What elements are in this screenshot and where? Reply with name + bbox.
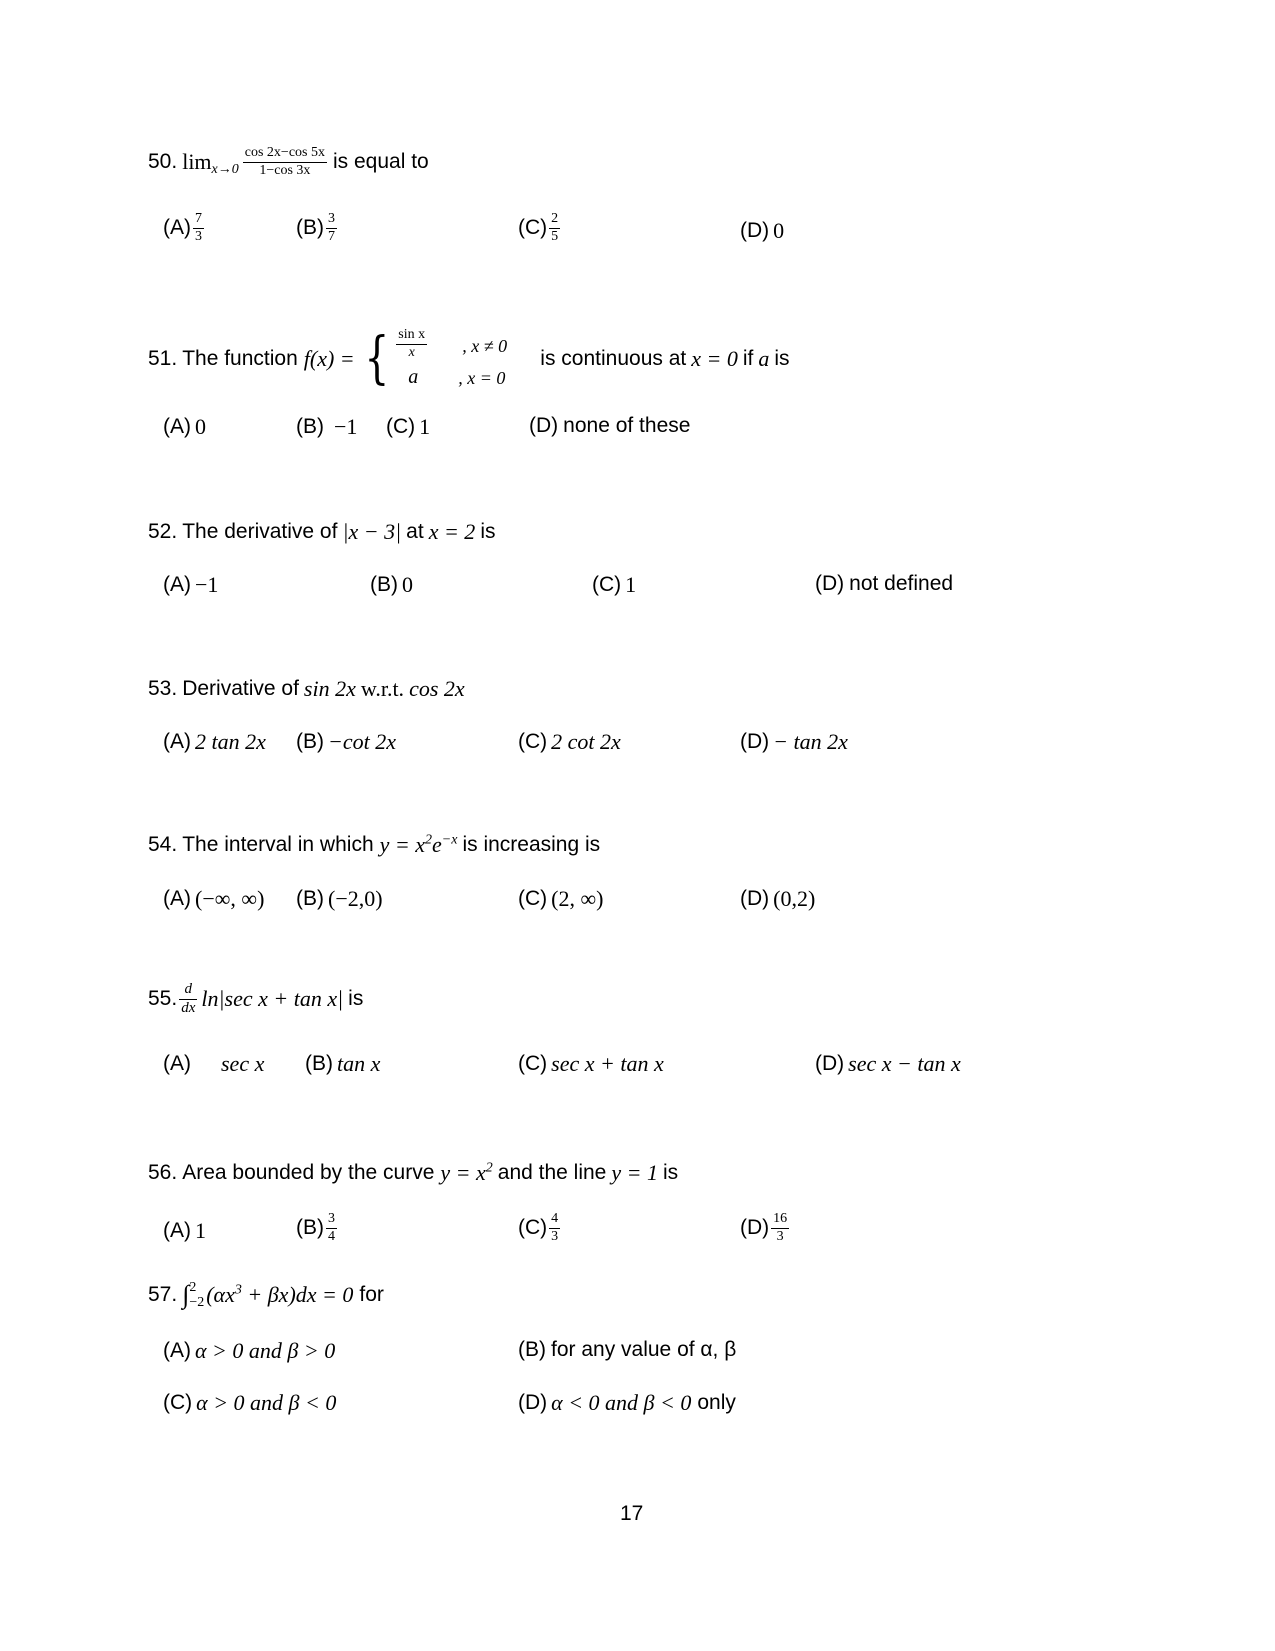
numerator: 3 [326,1212,337,1229]
expr-e: e [432,832,442,857]
option-label: (B) [518,1338,546,1361]
option-label: (A) [163,730,191,753]
question-text: Area bounded by the curve [182,1161,435,1184]
numerator: 16 [771,1212,789,1229]
numerator: 7 [193,212,204,229]
option-b[interactable] [296,414,357,440]
math-expression [380,832,458,858]
page-number: 17 [620,1502,644,1525]
question-number: 50. [148,150,178,174]
option-label: (A) [163,216,191,240]
question-text: is equal to [333,150,429,174]
question-text: for [359,1283,384,1307]
case2-value: a [408,366,419,388]
denominator: 3 [551,1228,559,1244]
option-a[interactable] [163,414,206,440]
option-text: − tan 2x [773,729,848,754]
option-fraction [549,212,560,244]
question-text: w.r.t. [360,676,405,701]
option-suffix: only [697,1391,736,1414]
option-text: sec x + tan x [551,1051,664,1076]
option-c[interactable] [518,729,621,755]
math-expression: sin 2x [303,676,356,701]
option-d[interactable] [529,414,690,438]
option-label: (A) [163,887,191,910]
question-text: The derivative of [182,520,338,543]
option-text: for any value of α, β [551,1338,737,1361]
option-label: (B) [296,887,324,910]
question-53 [148,676,465,702]
question-text: and the line [497,1161,607,1184]
question-number: 54. [148,833,178,856]
function-name: f(x) = [303,346,355,371]
option-label: (C) [518,730,548,753]
option-b[interactable] [518,1338,736,1362]
option-text: 1 [195,1218,206,1243]
exponent: 3 [234,1283,242,1299]
option-d[interactable] [740,1212,791,1244]
option-label: (D) [740,730,770,753]
lim-operator: lim [182,149,212,175]
math-expression: x = 2 [428,519,476,544]
question-text: is [662,1161,679,1184]
option-label: (C) [518,1052,548,1075]
option-c[interactable] [518,886,604,912]
question-text: is increasing is [462,833,601,856]
math-expression: y = 1 [611,1160,658,1185]
expr-base: y = x [379,832,425,857]
question-54 [148,832,600,858]
option-text: tan x [337,1051,381,1076]
integral-sign: ∫ [182,1280,190,1310]
option-c[interactable] [518,212,562,244]
option-b[interactable] [296,886,383,912]
question-text: is [480,520,496,543]
math-expression [440,1160,492,1186]
option-d[interactable] [740,218,784,244]
option-label: (D) [740,887,770,910]
question-number: 56. [148,1161,178,1184]
denominator: dx [181,999,196,1016]
option-c[interactable] [163,1390,336,1416]
question-text: is continuous at [540,347,687,370]
question-text: at [406,520,424,543]
option-label: (D) [815,572,845,595]
option-text: α > 0 and β < 0 [196,1390,337,1415]
option-text: α > 0 and β > 0 [195,1338,336,1363]
numerator: 2 [549,212,560,229]
question-52 [148,519,495,545]
option-text: −1 [334,414,358,439]
option-label: (B) [296,415,324,438]
option-b[interactable] [296,729,396,755]
denominator: 3 [195,228,202,244]
option-d[interactable] [518,1390,736,1416]
option-label: (A) [163,1339,191,1362]
option-text: 2 tan 2x [195,729,266,754]
numerator: sin x [396,328,427,345]
math-variable: a [758,346,770,371]
option-label: (C) [518,216,548,240]
math-expression: cos 2x [409,676,465,701]
lower-limit: −2 [189,1295,205,1311]
option-label: (A) [163,1219,191,1242]
option-text: not defined [849,572,954,595]
option-label: (B) [370,573,398,596]
option-label: (D) [529,414,559,437]
option-c[interactable] [386,414,430,440]
option-a[interactable] [163,212,206,244]
integrand-part: + βx)dx = 0 [241,1282,354,1308]
option-label: (D) [740,219,770,242]
option-a[interactable] [163,1218,206,1244]
piecewise-cases [394,328,534,390]
option-text: α < 0 and β < 0 [551,1390,692,1415]
math-expression: x = 0 [691,346,738,371]
expr-base: y = x [440,1160,486,1185]
option-label: (C) [518,1216,548,1240]
question-text: Derivative of [182,677,299,700]
limit-fraction [243,146,327,178]
option-a[interactable] [163,886,264,912]
case2-condition: , x = 0 [458,368,506,388]
exponent: 2 [485,1160,493,1176]
exponent: −x [441,832,458,848]
question-56 [148,1160,678,1186]
option-d[interactable] [740,729,848,755]
option-text: (−∞, ∞) [195,886,265,911]
option-label: (B) [296,216,324,240]
fraction-numerator: cos 2x−cos 5x [243,146,327,163]
option-label: (C) [592,573,622,596]
question-text: The function [182,347,298,370]
option-text: −cot 2x [328,729,396,754]
option-text: 0 [773,218,785,243]
option-text: sec x [221,1051,265,1076]
option-label: (B) [296,730,324,753]
option-d[interactable] [815,572,953,596]
option-label: (D) [518,1391,548,1414]
denominator: 4 [328,1228,335,1244]
denominator: x [408,344,415,360]
option-text: none of these [563,414,691,437]
option-text: 0 [195,414,206,439]
option-text: −1 [195,572,219,597]
question-50 [148,146,429,178]
question-57 [148,1280,384,1311]
question-number: 53. [148,677,178,700]
option-label: (A) [163,573,191,596]
option-text: 1 [419,414,431,439]
denominator: 7 [328,228,335,244]
left-brace: { [364,326,389,391]
fraction-denominator: 1−cos 3x [259,162,311,178]
question-number: 51. [148,347,178,370]
question-55 [148,982,363,1017]
question-51 [148,328,790,390]
option-c[interactable] [518,1051,664,1077]
lim-subscript: x→0 [211,162,239,178]
option-text: (0,2) [773,886,816,911]
option-b[interactable] [305,1051,380,1077]
option-d[interactable] [815,1051,961,1077]
option-text: sec x − tan x [848,1051,961,1076]
option-text: 1 [625,572,637,597]
integrand [206,1282,353,1308]
derivative-operator [179,982,197,1017]
option-label: (B) [296,1216,324,1240]
question-number: 57. [148,1283,178,1307]
exponent: 2 [425,832,432,848]
option-label: (A) [163,1052,191,1075]
option-label: (A) [163,415,191,438]
integral-limits [189,1280,204,1311]
question-number: 55. [148,987,178,1011]
option-text: 2 cot 2x [551,729,621,754]
question-number: 52. [148,520,178,543]
option-fraction [549,1212,560,1244]
option-label: (C) [386,415,416,438]
option-fraction [193,212,204,244]
option-b[interactable] [370,572,413,598]
question-text: if [742,347,754,370]
option-a[interactable] [163,1051,264,1077]
option-b[interactable] [296,212,339,244]
option-label: (C) [163,1391,193,1414]
question-text: is [774,347,790,370]
option-c[interactable] [518,1212,562,1244]
numerator: d [179,982,197,1000]
math-expression: |x − 3| [342,519,402,544]
numerator: 4 [549,1212,560,1229]
option-label: (D) [815,1052,845,1075]
denominator: 5 [551,228,559,244]
denominator: 3 [776,1228,784,1244]
case1-condition: , x ≠ 0 [462,336,508,356]
option-label: (D) [740,1216,770,1240]
option-text: (2, ∞) [551,886,604,911]
option-d[interactable] [740,886,815,912]
numerator: 3 [326,212,337,229]
option-text: 0 [402,572,413,597]
case1-fraction [396,328,427,360]
option-b[interactable] [296,1212,339,1244]
option-label: (B) [305,1052,333,1075]
option-fraction [326,1212,337,1244]
option-a[interactable] [163,1338,335,1364]
option-text: (−2,0) [328,886,383,911]
math-expression: ln|sec x + tan x| [201,986,344,1012]
question-text: The interval in which [182,833,374,856]
option-fraction [771,1212,789,1244]
upper-limit: 2 [189,1280,197,1295]
option-a[interactable] [163,729,266,755]
option-a[interactable] [163,572,218,598]
question-text: is [348,987,364,1011]
option-fraction [326,212,337,244]
integrand-part: (αx [206,1282,235,1308]
option-label: (C) [518,887,548,910]
option-c[interactable] [592,572,636,598]
